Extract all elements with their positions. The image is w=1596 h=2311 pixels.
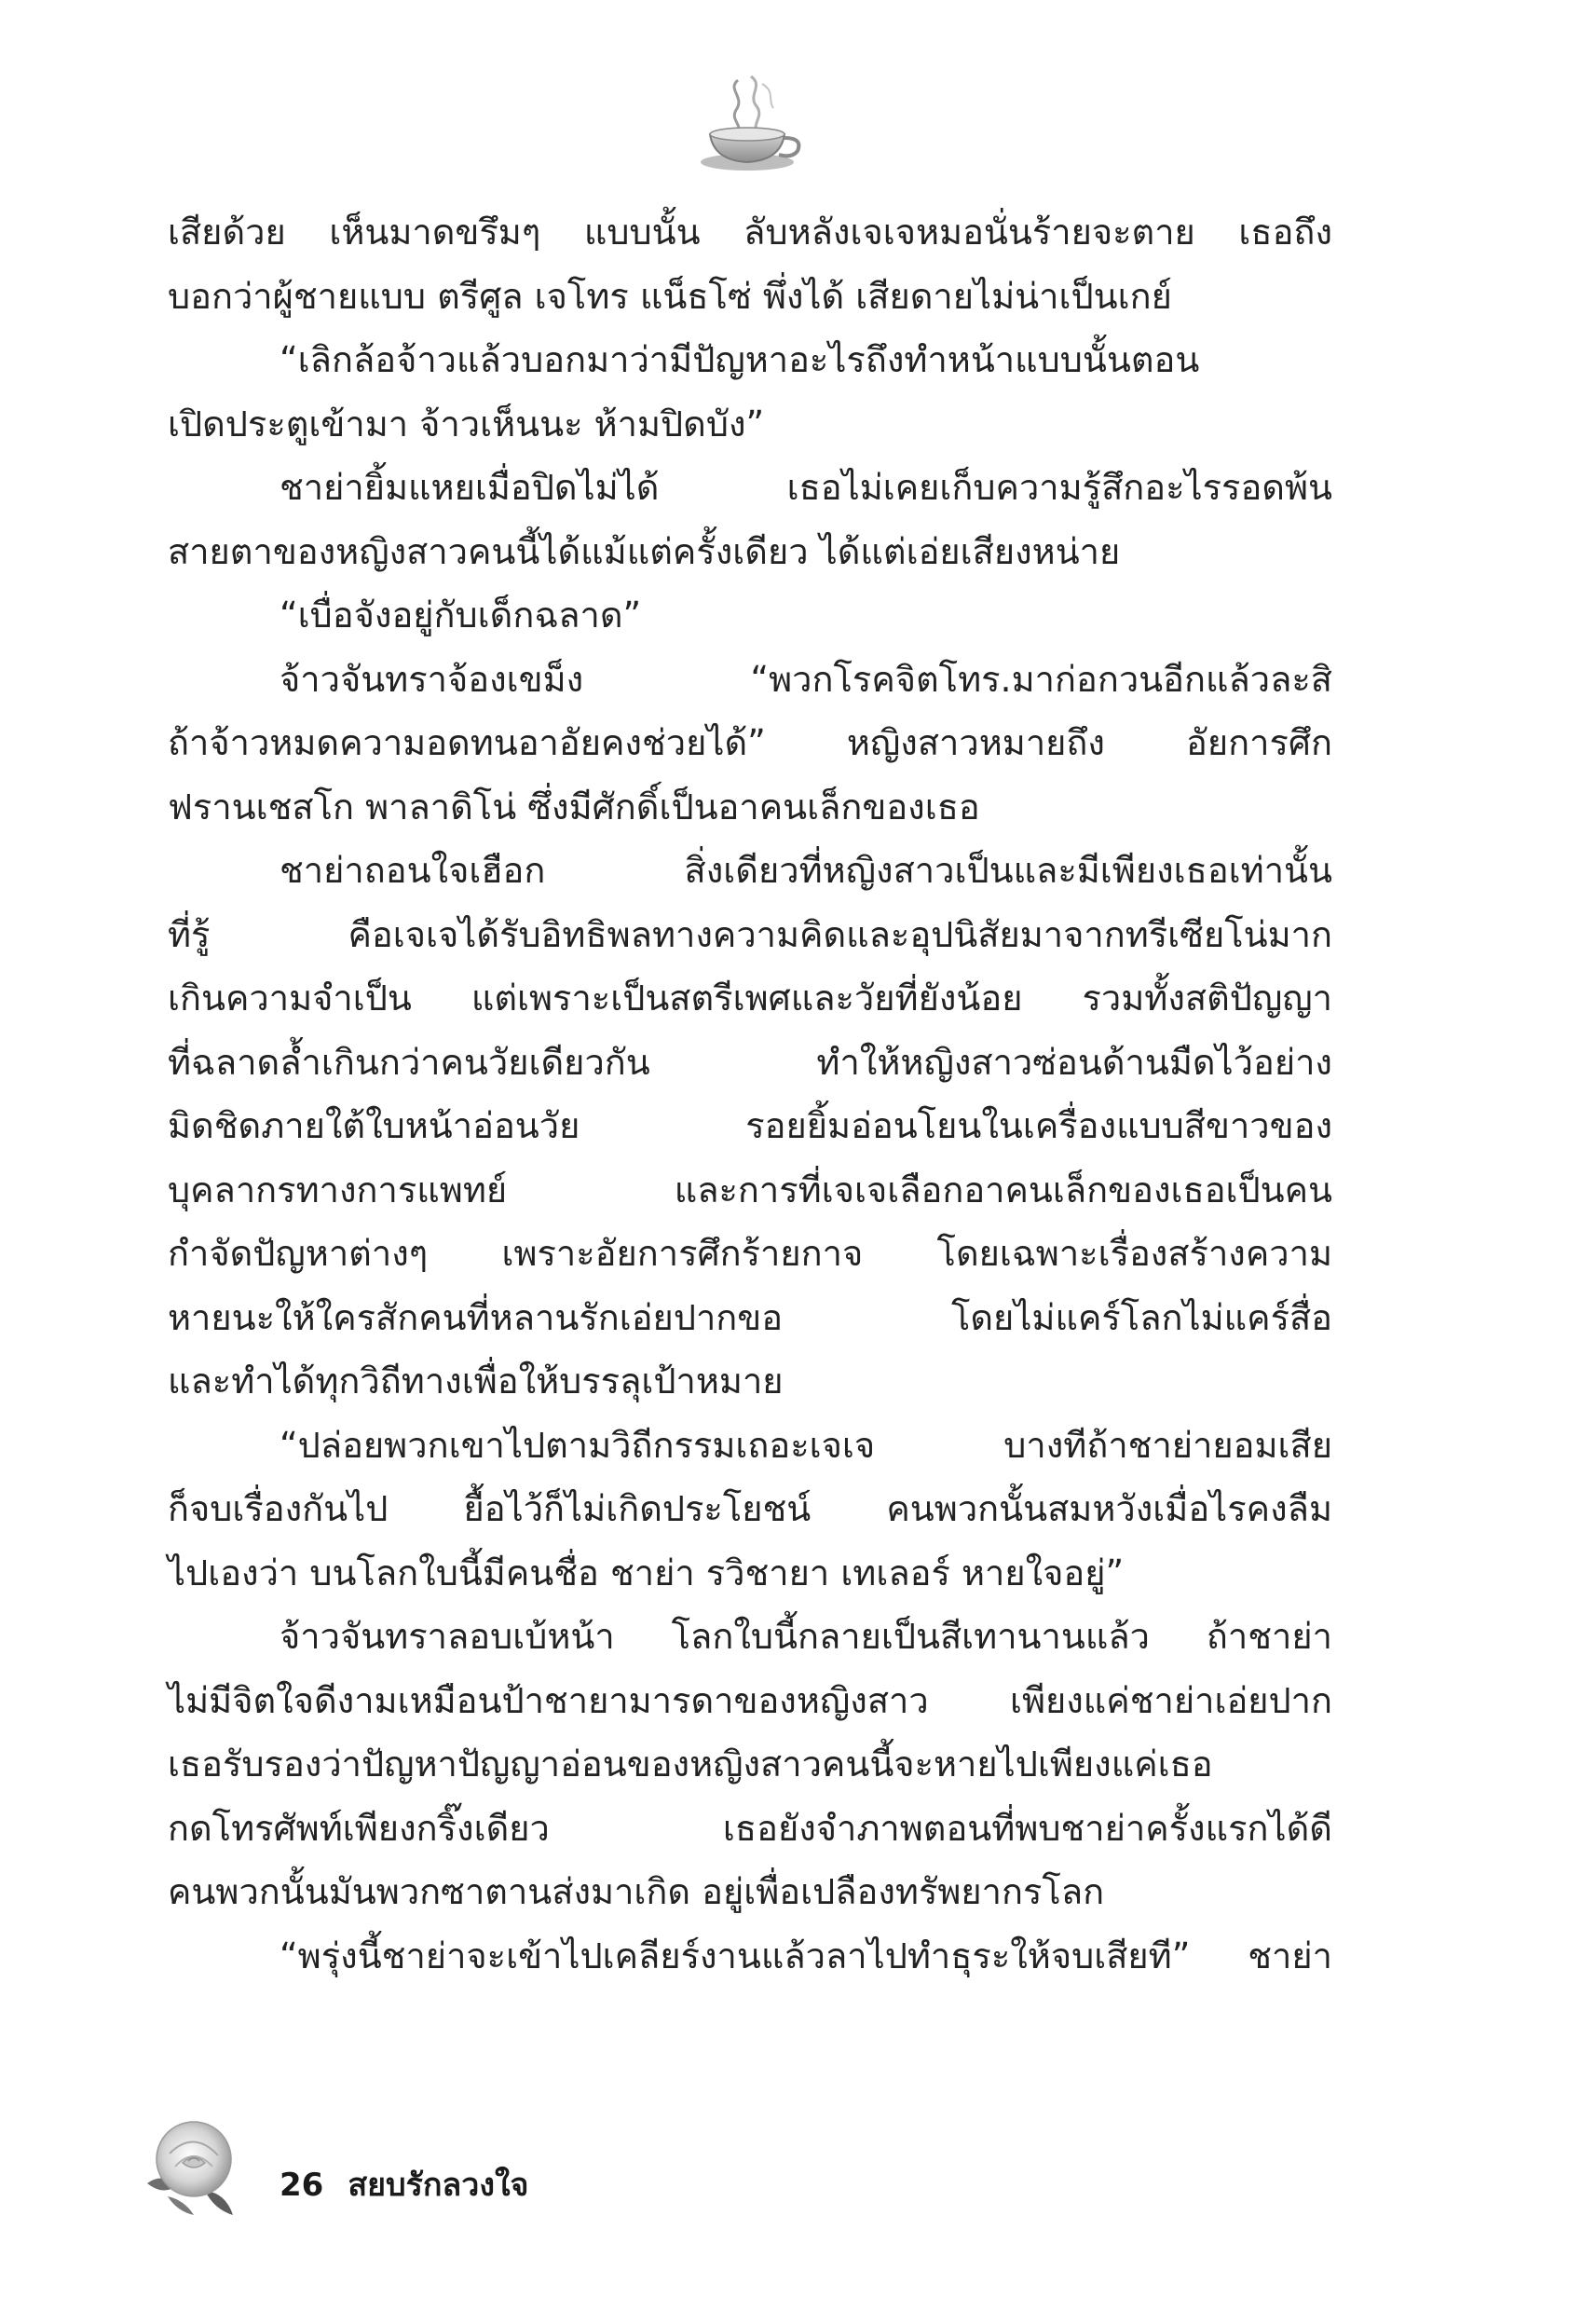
teacup-ornament-icon bbox=[689, 73, 811, 175]
text-line: ชาย่ายิ้มแหยเมื่อปิดไม่ได้ เธอไม่เคยเก็บความรู้สึกอะไรรอดพ้น bbox=[280, 467, 1332, 508]
body-text bbox=[168, 200, 1332, 1988]
text-line: กำจัดปัญหาต่างๆ เพราะอัยการศึกร้ายกาจ โดยเฉพาะเรื่องสร้างความ bbox=[168, 1233, 1332, 1274]
text-line: ก็จบเรื่องกันไป ยื้อไว้ก็ไม่เกิดประโยชน์ คนพวกนั้นสมหวังเมื่อไรคงลืม bbox=[168, 1488, 1332, 1529]
text-line: มิดชิดภายใต้ใบหน้าอ่อนวัย รอยยิ้มอ่อนโยนในเครื่องแบบสีขาวของ bbox=[168, 1105, 1332, 1146]
text-line: ไปเองว่า บนโลกใบนี้มีคนชื่อ ชาย่า รวิชายา เทเลอร์ หายใจอยู่” bbox=[168, 1552, 1125, 1593]
text-line: “พรุ่งนี้ชาย่าจะเข้าไปเคลียร์งานแล้วลาไปทำธุระให้จบเสียที” ชาย่า bbox=[280, 1935, 1332, 1976]
text-line: คนพวกนั้นมันพวกซาตานส่งมาเกิด อยู่เพื่อเปลืองทรัพยากรโลก bbox=[168, 1871, 1105, 1912]
text-line: สายตาของหญิงสาวคนนี้ได้แม้แต่ครั้งเดียว ได้แต่เอ่ยเสียงหน่าย bbox=[168, 530, 1121, 572]
page-footer bbox=[140, 2111, 606, 2241]
text-line: เกินความจำเป็น แต่เพราะเป็นสตรีเพศและวัยที่ยังน้อย รวมทั้งสติปัญญา bbox=[168, 978, 1332, 1019]
text-line: บุคลากรทางการแพทย์ และการที่เจเจเลือกอาคนเล็กของเธอเป็นคน bbox=[168, 1169, 1332, 1210]
text-line: ไม่มีจิตใจดีงามเหมือนป้าชายามารดาของหญิงสาว เพียงแค่ชาย่าเอ่ยปาก bbox=[168, 1679, 1332, 1721]
folio bbox=[280, 2159, 528, 2209]
page-number: 26 bbox=[280, 2167, 324, 2204]
text-line: จ้าวจันทราจ้องเขม็ง “พวกโรคจิตโทร.มาก่อกวนอีกแล้วละสิ bbox=[280, 658, 1332, 700]
text-line: ถ้าจ้าวหมดความอดทนอาอัยคงช่วยได้” หญิงสาวหมายถึง อัยการศึก bbox=[168, 722, 1332, 763]
text-line: เสียด้วย เห็นมาดขรึมๆ แบบนั้น ลับหลังเจเจหมอนั่นร้ายจะตาย เธอถึง bbox=[168, 212, 1332, 253]
text-line: ที่ฉลาดล้ำเกินกว่าคนวัยเดียวกัน ทำให้หญิงสาวซ่อนด้านมืดไว้อย่าง bbox=[168, 1041, 1332, 1083]
text-line: “เลิกล้อจ้าวแล้วบอกมาว่ามีปัญหาอะไรถึงทำหน้าแบบนั้นตอน bbox=[280, 339, 1200, 380]
text-line: หายนะให้ใครสักคนที่หลานรักเอ่ยปากขอ โดยไม่แคร์โลกไม่แคร์สื่อ bbox=[168, 1296, 1332, 1338]
text-line: ชาย่าถอนใจเฮือก สิ่งเดียวที่หญิงสาวเป็นและมีเพียงเธอเท่านั้น bbox=[280, 850, 1332, 891]
text-line: เปิดประตูเข้ามา จ้าวเห็นนะ ห้ามปิดบัง” bbox=[168, 403, 765, 444]
text-line: เธอรับรองว่าปัญหาปัญญาอ่อนของหญิงสาวคนนี้จะหายไปเพียงแค่เธอ bbox=[168, 1744, 1213, 1785]
text-line: และทำได้ทุกวิถีทางเพื่อให้บรรลุเป้าหมาย bbox=[168, 1361, 784, 1402]
text-line: กดโทรศัพท์เพียงกริ๊งเดียว เธอยังจำภาพตอนที่พบชาย่าครั้งแรกได้ดี bbox=[168, 1807, 1332, 1849]
text-line: “เบื่อจังอยู่กับเด็กฉลาด” bbox=[280, 595, 642, 636]
text-line: ฟรานเชสโก พาลาดิโน่ ซึ่งมีศักดิ์เป็นอาคนเล็กของเธอ bbox=[168, 786, 980, 827]
text-line: “ปล่อยพวกเขาไปตามวิถีกรรมเถอะเจเจ บางทีถ้าชาย่ายอมเสีย bbox=[280, 1424, 1332, 1466]
text-line: บอกว่าผู้ชายแบบ ตรีศูล เจโทร แน็ธโซ่ พึ่งได้ เสียดายไม่น่าเป็นเกย์ bbox=[168, 275, 1172, 317]
text-line: จ้าวจันทราลอบเบ้หน้า โลกใบนี้กลายเป็นสีเทานานแล้ว ถ้าชาย่า bbox=[280, 1616, 1332, 1657]
rose-icon bbox=[140, 2111, 247, 2222]
text-line: ที่รู้ คือเจเจได้รับอิทธิพลทางความคิดและอุปนิสัยมาจากทรีเซียโน่มาก bbox=[168, 913, 1332, 955]
book-title: สยบรักลวงใจ bbox=[348, 2167, 529, 2204]
